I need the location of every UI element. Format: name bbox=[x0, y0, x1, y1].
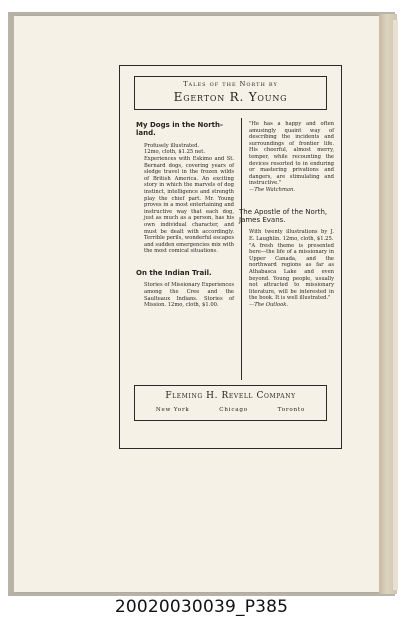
book-title-indian-trail: On the Indian Trail. bbox=[136, 268, 212, 277]
city-toronto: Toronto bbox=[277, 407, 306, 413]
city-new-york: New York bbox=[155, 407, 190, 413]
column-divider bbox=[241, 118, 242, 380]
publisher-cities bbox=[141, 407, 320, 413]
right-column bbox=[239, 121, 334, 308]
book-description-indian-trail: Stories of Missionary Experiences among the Cree and the Saulteaux Indians. Stories of Mission. 12mo, cloth, $1.00. bbox=[144, 282, 234, 309]
publisher-name: Fleming H. Revell Company bbox=[165, 391, 296, 401]
book-illustration-note: Profusely illustrated. bbox=[144, 142, 200, 149]
publisher-box bbox=[134, 385, 327, 421]
review-quote-watchman: "He has a happy and often amusingly quaint way of describing the incidents and surroundings of frontier life. His cheerful, almost merry, temper, while recounting the devices resorted to in enduring or mastering privations and dangers, are stimulating and instructive." bbox=[249, 121, 334, 187]
review-source-watchman: —The Watchman. bbox=[249, 186, 296, 193]
book-title-my-dogs: My Dogs in the North-land. bbox=[136, 121, 223, 138]
book-details-apostle: With twenty illustrations by J. E. Laughlin. 12mo, cloth, $1.25. bbox=[249, 229, 334, 242]
page-edge bbox=[393, 20, 398, 590]
book-description: Experiences with Eskimo and St. Bernard dogs, covering years of sledge travel in the frozen wilds of British America. An exciting story in which the marvels of dog instinct, intelligence and strength play the chief part. Mr. Young proves in a most entertaining and instructive way that each dog, just as much as a person, has his own individual character, and must be dealt with accordingly. Terrible perils, wonderful escapes and sudden emergencies mix with the most comical situations. bbox=[144, 156, 235, 255]
author-name: Egerton R. Young bbox=[173, 90, 288, 104]
ad-header bbox=[134, 76, 327, 110]
book-price: 12mo, cloth, $1.25 net. bbox=[144, 149, 205, 156]
review-quote-outlook: "A fresh theme is presented here—the life of a missionary in Upper Canada, and the northward regions as far as Athabasca Lake and even beyond. Young people, usually not attracted to missionary literature, will be interested in the book. It is well illustrated." bbox=[249, 242, 334, 302]
review-source-outlook: —The Outlook. bbox=[249, 301, 289, 308]
image-caption: 20020030039_P385 bbox=[114, 597, 289, 617]
book-title-apostle: The Apostle of the North, James Evans. bbox=[239, 207, 328, 224]
left-column bbox=[136, 121, 235, 309]
advertisement-box bbox=[119, 65, 342, 449]
city-chicago: Chicago bbox=[219, 407, 248, 413]
header-line-1: Tales of the North by bbox=[183, 80, 278, 88]
